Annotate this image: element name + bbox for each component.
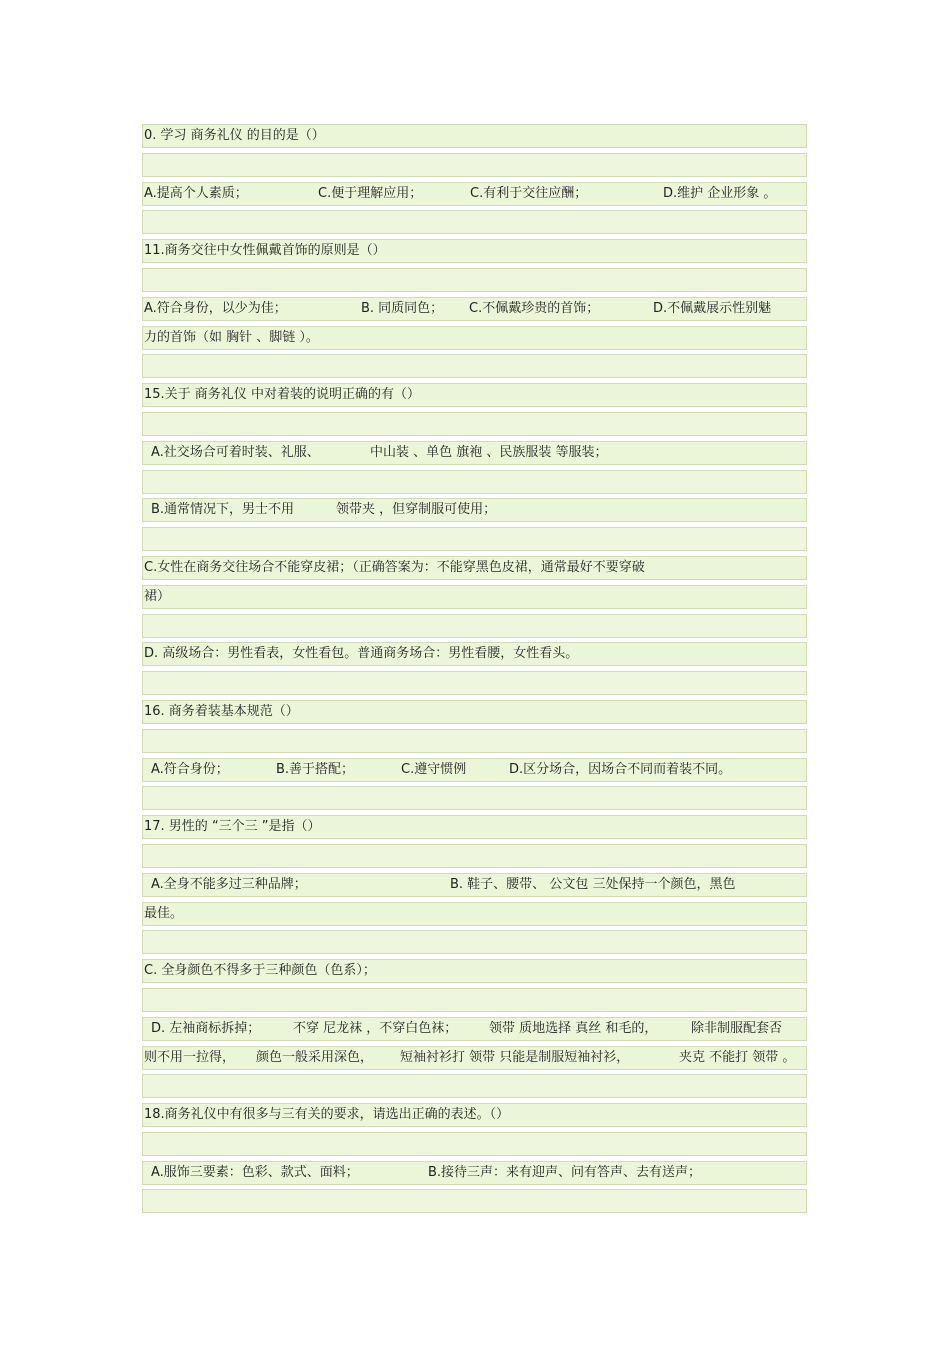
question-row xyxy=(142,239,807,263)
row-text: 17. 男性的 “三个三 ”是指（） xyxy=(144,819,321,835)
question-row xyxy=(142,642,807,666)
row-text: C.遵守惯例 xyxy=(401,761,467,777)
question-row xyxy=(142,873,807,897)
row-text: D.不佩戴展示性别魅 xyxy=(653,300,772,316)
row-text: 领带夹 ，但穿制服可使用； xyxy=(336,502,497,518)
row-text: C.不佩戴珍贵的首饰； xyxy=(469,300,600,316)
spacer-row xyxy=(142,729,807,753)
spacer-row xyxy=(142,844,807,868)
row-text: 15.关于 商务礼仪 中对着装的说明正确的有（） xyxy=(144,387,420,403)
spacer-row xyxy=(142,268,807,292)
row-text: A.符合身份； xyxy=(151,761,229,777)
question-row xyxy=(142,182,807,206)
spacer-row xyxy=(142,354,807,378)
row-text: 中山装 、单色 旗袍 、民族服装 等服装； xyxy=(370,444,608,460)
row-text: 颜色一般采用深色， xyxy=(256,1049,374,1065)
question-row xyxy=(142,556,807,580)
spacer-row xyxy=(142,786,807,810)
row-text: B.善于搭配； xyxy=(276,761,355,777)
question-row xyxy=(142,1017,807,1041)
row-text: 裙） xyxy=(144,588,171,604)
row-text: 则不用一拉得， xyxy=(144,1049,236,1065)
spacer-row xyxy=(142,527,807,551)
row-text: A.符合身份，以少为佳； xyxy=(144,300,287,316)
question-row xyxy=(142,585,807,609)
row-text: D. 左袖商标拆掉； xyxy=(151,1020,261,1036)
spacer-row xyxy=(142,412,807,436)
row-text: B.通常情况下，男士不用 xyxy=(151,502,295,518)
question-row xyxy=(142,326,807,350)
spacer-row xyxy=(142,988,807,1012)
row-text: 16. 商务着装基本规范（） xyxy=(144,703,299,719)
row-text: 0. 学习 商务礼仪 的目的是（） xyxy=(144,128,325,143)
row-text: 短袖衬衫打 领带 只能是制服短袖衬衫， xyxy=(400,1049,630,1065)
row-text: B.接待三声：来有迎声、问有答声、去有送声； xyxy=(428,1164,702,1180)
row-text: 11.商务交往中女性佩戴首饰的原则是（） xyxy=(144,243,386,259)
row-text: 不穿 尼龙袜 ，不穿白色袜； xyxy=(293,1020,458,1036)
row-text: 最佳。 xyxy=(144,905,184,921)
row-text: C. 全身颜色不得多于三种颜色（色系）； xyxy=(144,963,376,979)
row-text: A.服饰三要素：色彩、款式、面料； xyxy=(151,1164,359,1180)
spacer-row xyxy=(142,671,807,695)
row-text: 领带 质地选择 真丝 和毛的， xyxy=(489,1020,658,1036)
row-text: 除非制服配套否 xyxy=(691,1020,783,1036)
question-row xyxy=(142,441,807,465)
row-text: C.有利于交往应酬； xyxy=(470,185,588,201)
spacer-row xyxy=(142,1189,807,1213)
row-text: 夹克 不能打 领带 。 xyxy=(679,1049,796,1065)
row-text: B. 鞋子、腰带、 公文包 三处保持一个颜色，黑色 xyxy=(450,876,736,892)
spacer-row xyxy=(142,1074,807,1098)
row-text: 18.商务礼仪中有很多与三有关的要求，请选出正确的表述。（） xyxy=(144,1107,510,1123)
question-sheet xyxy=(142,124,807,1218)
question-row xyxy=(142,297,807,321)
spacer-row xyxy=(142,210,807,234)
row-text: 力的首饰（如 胸针 、脚链 ）。 xyxy=(144,329,319,345)
question-row xyxy=(142,700,807,724)
row-text: C.女性在商务交往场合不能穿皮裙；（正确答案为：不能穿黑色皮裙，通常最好不要穿破 xyxy=(144,559,645,575)
spacer-row xyxy=(142,153,807,177)
question-row xyxy=(142,902,807,926)
spacer-row xyxy=(142,470,807,494)
row-text: B. 同质同色； xyxy=(361,300,444,316)
spacer-row xyxy=(142,614,807,638)
question-row xyxy=(142,758,807,782)
question-row xyxy=(142,959,807,983)
row-text: A.提高个人素质； xyxy=(144,185,248,201)
row-text: C.便于理解应用； xyxy=(318,185,423,201)
question-row xyxy=(142,383,807,407)
spacer-row xyxy=(142,930,807,954)
row-text: D.区分场合，因场合不同而着装不同。 xyxy=(509,761,732,777)
row-text: D.维护 企业形象 。 xyxy=(663,185,777,201)
question-row xyxy=(142,124,807,148)
row-text: A.全身不能多过三种品牌； xyxy=(151,876,307,892)
question-row xyxy=(142,815,807,839)
row-text: A.社交场合可着时装、礼服、 xyxy=(151,444,320,460)
question-row xyxy=(142,1103,807,1127)
question-row xyxy=(142,1161,807,1185)
spacer-row xyxy=(142,1132,807,1156)
question-row xyxy=(142,498,807,522)
question-row xyxy=(142,1046,807,1070)
row-text: D. 高级场合：男性看表，女性看包。普通商务场合：男性看腰，女性看头。 xyxy=(144,646,579,662)
